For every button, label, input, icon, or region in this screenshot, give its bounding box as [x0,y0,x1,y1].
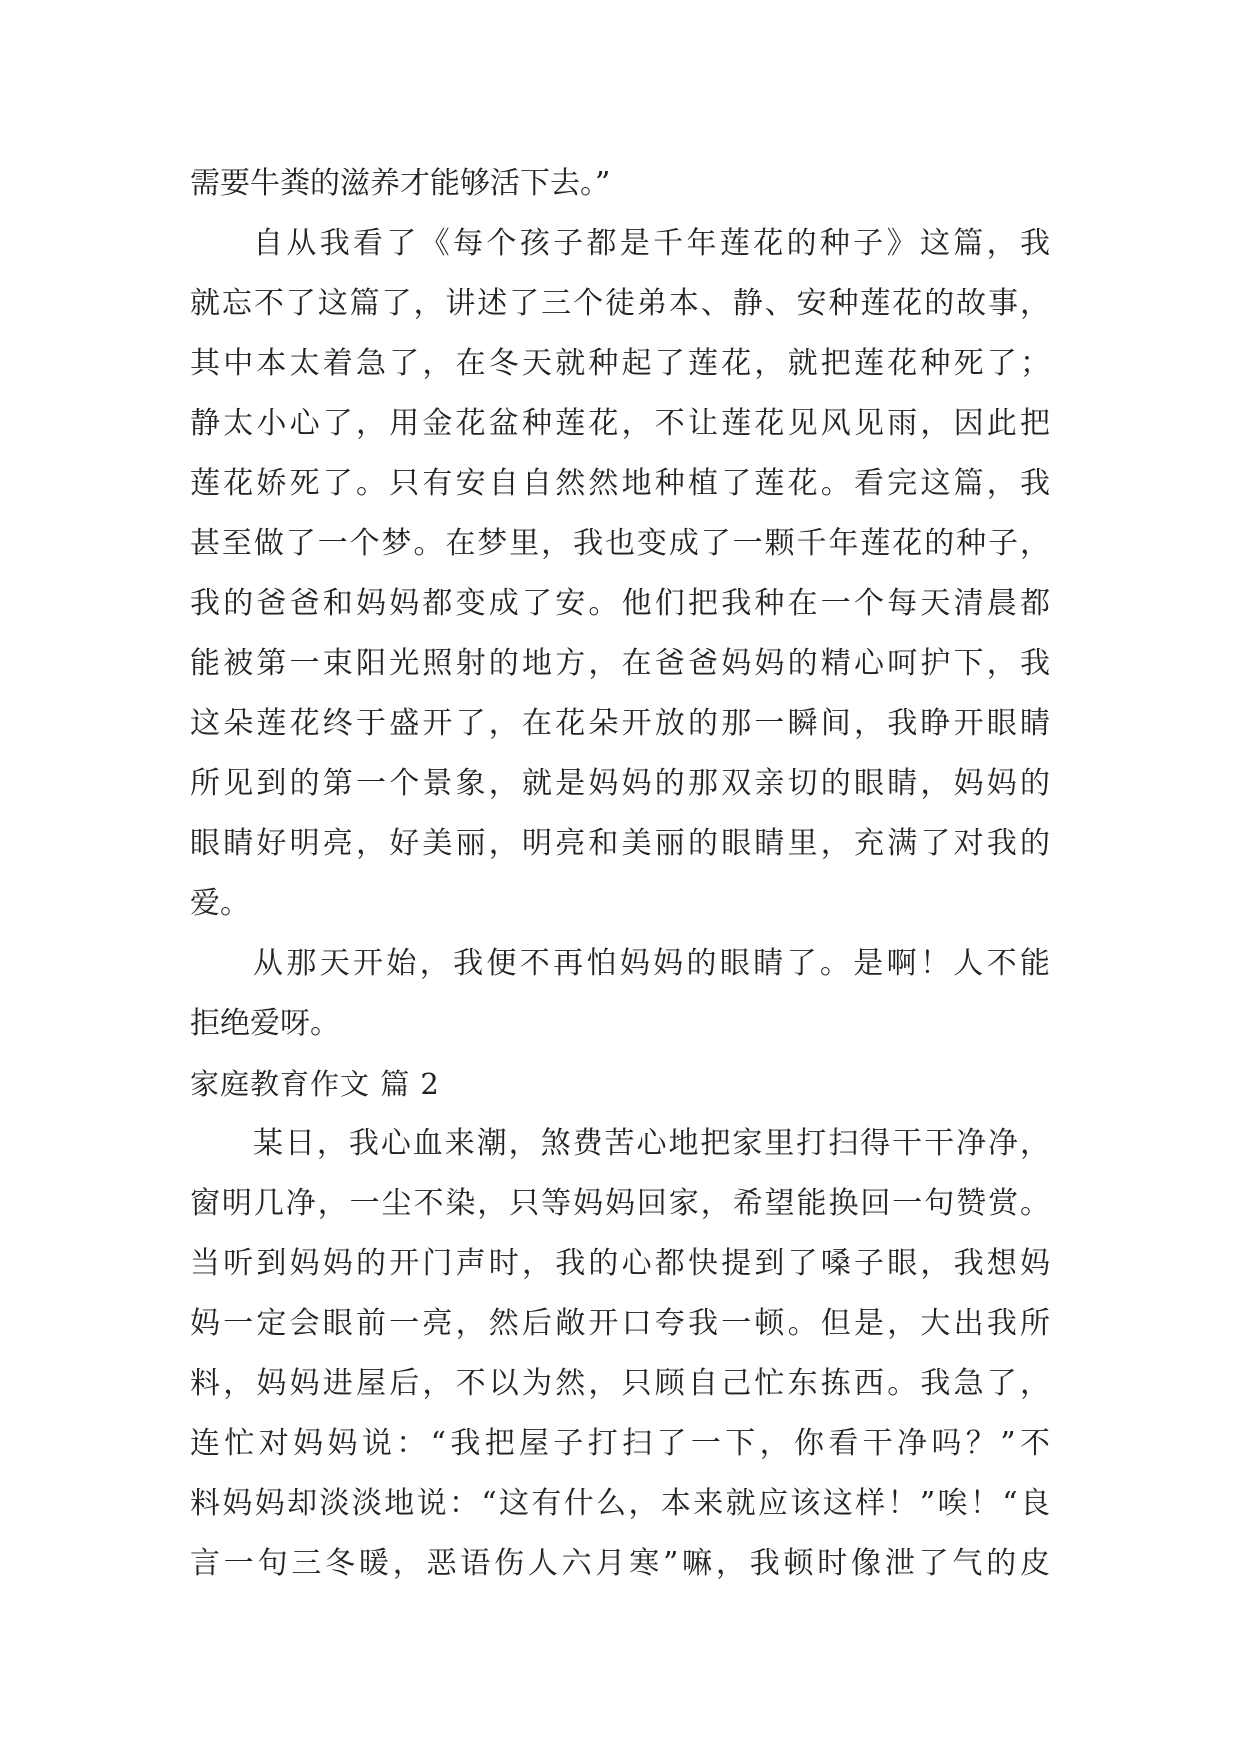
section-heading: 家庭教育作文 篇 2 [190,1067,440,1101]
paragraph-line: 妈一定会眼前一亮，然后敞开口夸我一顿。但是，大出我所 [190,1306,1050,1341]
paragraph-line: 能被第一束阳光照射的地方，在爸爸妈妈的精心呵护下，我 [190,646,1050,681]
paragraph-line: 静太小心了，用金花盆种莲花，不让莲花见风见雨，因此把 [190,406,1050,441]
paragraph-line: 爱。 [190,886,250,921]
document-body [190,154,1050,1594]
paragraph-line: 其中本太着急了，在冬天就种起了莲花，就把莲花种死了； [190,346,1050,381]
paragraph-line: 这朵莲花终于盛开了，在花朵开放的那一瞬间，我睁开眼睛 [190,706,1050,741]
paragraph-line: 莲花娇死了。只有安自自然然地种植了莲花。看完这篇，我 [190,466,1050,501]
paragraph-line: 拒绝爱呀。 [190,1006,340,1041]
paragraph-line: 甚至做了一个梦。在梦里，我也变成了一颗千年莲花的种子， [190,526,1050,561]
paragraph-line: 当听到妈妈的开门声时，我的心都快提到了嗓子眼，我想妈 [190,1246,1050,1281]
paragraph-line: 窗明几净，一尘不染，只等妈妈回家，希望能换回一句赞赏。 [190,1186,1050,1221]
paragraph-line: 料妈妈却淡淡地说：“这有什么，本来就应该这样！”唉！“良 [190,1486,1050,1521]
paragraph-line: 料，妈妈进屋后，不以为然，只顾自己忙东拣西。我急了， [190,1366,1050,1401]
paragraph-line: 我的爸爸和妈妈都变成了安。他们把我种在一个每天清晨都 [190,586,1050,621]
paragraph-line: 所见到的第一个景象，就是妈妈的那双亲切的眼睛，妈妈的 [190,766,1050,801]
paragraph-line: 连忙对妈妈说：“我把屋子打扫了一下，你看干净吗？”不 [190,1426,1050,1461]
paragraph-line: 眼睛好明亮，好美丽，明亮和美丽的眼睛里，充满了对我的 [190,826,1050,861]
paragraph-line: 言一句三冬暖，恶语伤人六月寒”嘛，我顿时像泄了气的皮 [190,1546,1050,1581]
paragraph-line: 从那天开始，我便不再怕妈妈的眼睛了。是啊！人不能 [253,946,1050,981]
paragraph-line: 自从我看了《每个孩子都是千年莲花的种子》这篇，我 [253,226,1050,261]
paragraph-line: 需要牛粪的滋养才能够活下去。” [190,166,611,201]
paragraph-line: 就忘不了这篇了，讲述了三个徒弟本、静、安种莲花的故事， [190,286,1050,321]
paragraph-line: 某日，我心血来潮，煞费苦心地把家里打扫得干干净净， [253,1126,1050,1161]
